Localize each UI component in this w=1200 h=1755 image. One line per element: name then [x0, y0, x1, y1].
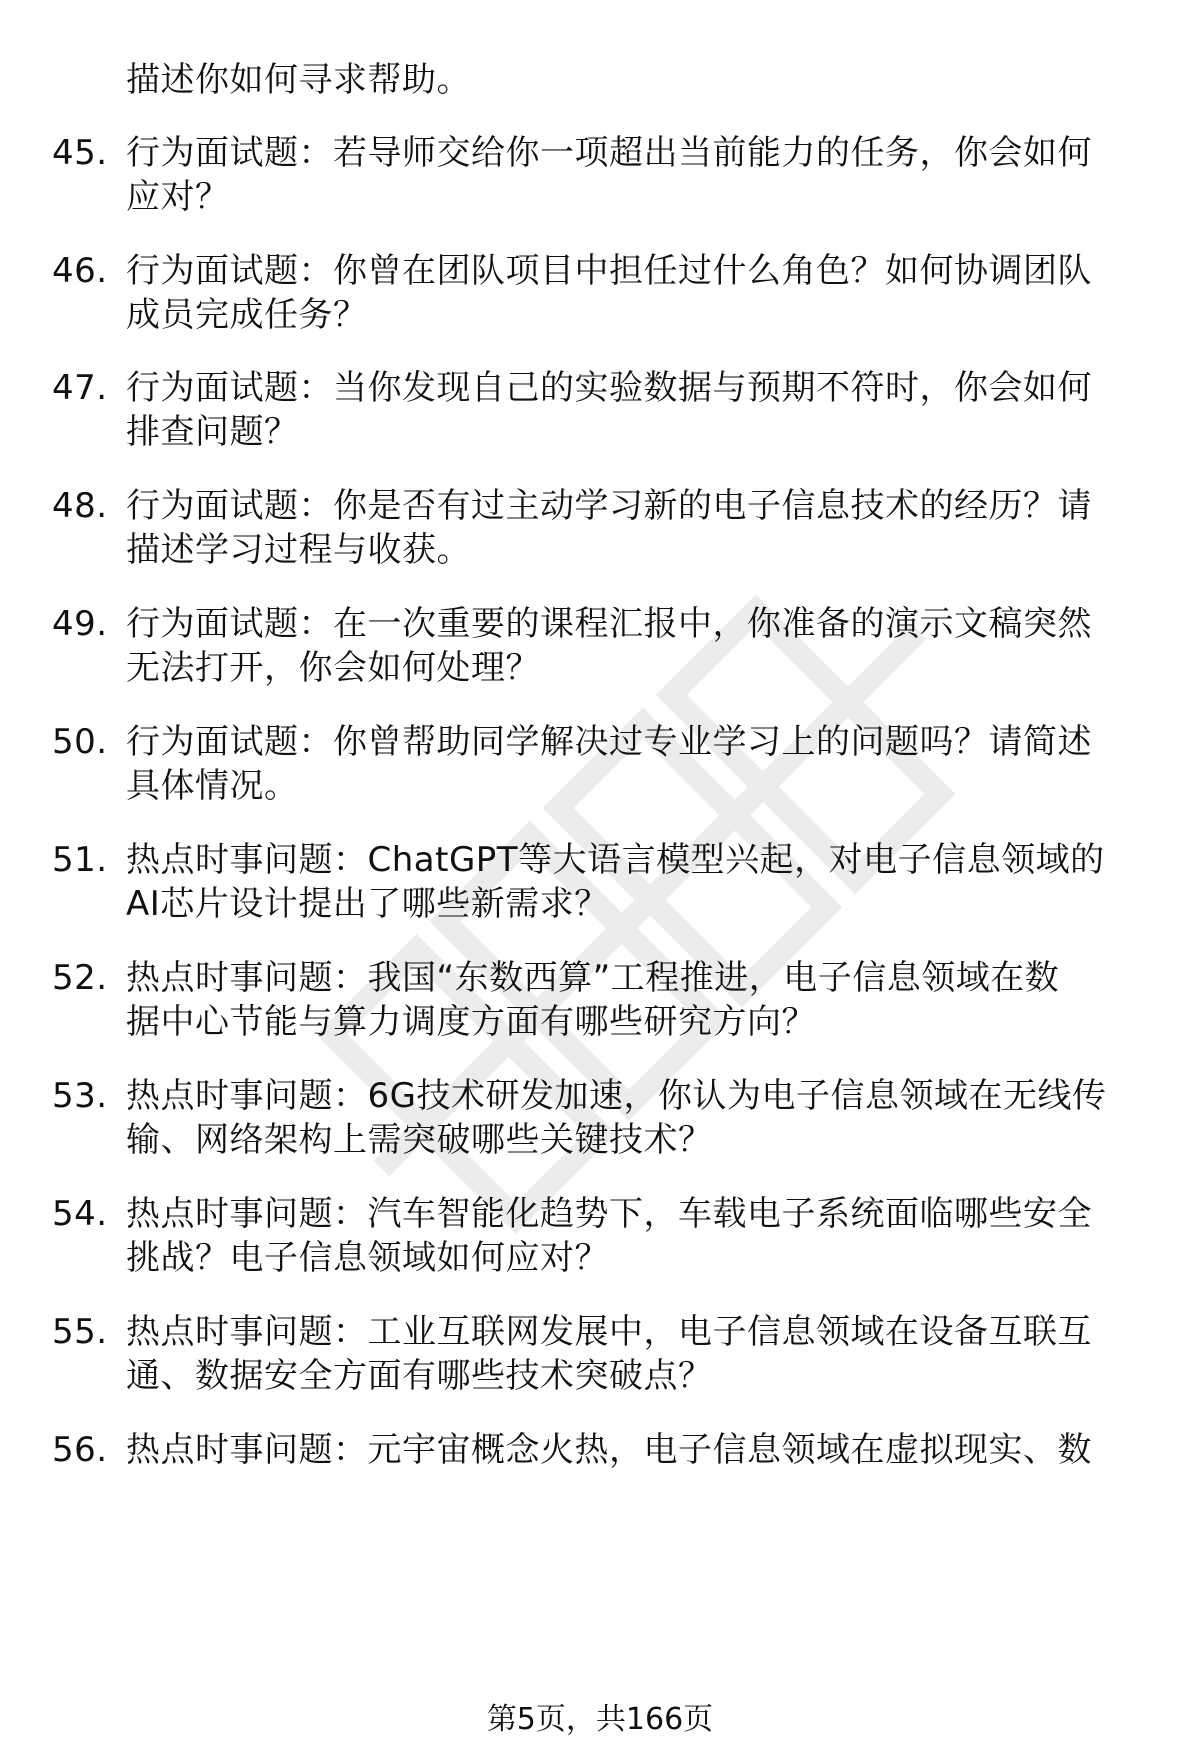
list-item-text-line: 描述学习过程与收获。 [126, 530, 471, 570]
list-item-number: 47. [52, 368, 108, 408]
list-item-text-line: 热点时事问题：我国“东数西算”工程推进，电子信息领域在数 [126, 958, 1060, 998]
list-item-number: 56. [52, 1430, 108, 1470]
list-item-text-line: 行为面试题：当你发现自己的实验数据与预期不符时，你会如何 [126, 368, 1092, 408]
list-item-text-line: 行为面试题：你是否有过主动学习新的电子信息技术的经历？请 [126, 486, 1092, 526]
list-item-number: 48. [52, 486, 108, 526]
list-item-text-line: 挑战？电子信息领域如何应对？ [126, 1238, 609, 1278]
list-item-text-line: AI芯片设计提出了哪些新需求？ [126, 884, 609, 924]
list-item-text-line: 行为面试题：在一次重要的课程汇报中，你准备的演示文稿突然 [126, 604, 1092, 644]
list-item-text-line: 热点时事问题：汽车智能化趋势下，车载电子系统面临哪些安全 [126, 1194, 1092, 1234]
list-item-text-line: 热点时事问题：ChatGPT等大语言模型兴起，对电子信息领域的 [126, 840, 1105, 880]
list-item-text-line: 排查问题？ [126, 412, 299, 452]
list-item-number: 52. [52, 958, 108, 998]
list-item-text-line: 应对？ [126, 177, 230, 217]
list-item-text-line: 具体情况。 [126, 766, 299, 806]
page-footer: 第5页，共166页 [486, 1702, 714, 1737]
list-item-text-line: 热点时事问题：6G技术研发加速，你认为电子信息领域在无线传 [126, 1076, 1107, 1116]
list-item-text-line: 热点时事问题：工业互联网发展中，电子信息领域在设备互联互 [126, 1312, 1092, 1352]
list-item-number: 49. [52, 604, 108, 644]
list-item-number: 55. [52, 1312, 108, 1352]
list-item-number: 46. [52, 251, 108, 291]
list-item-text-line: 描述你如何寻求帮助。 [126, 60, 471, 100]
list-item-text-line: 行为面试题：若导师交给你一项超出当前能力的任务，你会如何 [126, 133, 1092, 173]
list-item-text-line: 输、网络架构上需突破哪些关键技术？ [126, 1120, 713, 1160]
list-item-number: 45. [52, 133, 108, 173]
list-item-number: 53. [52, 1076, 108, 1116]
list-item-text-line: 行为面试题：你曾在团队项目中担任过什么角色？如何协调团队 [126, 251, 1092, 291]
list-item-text-line: 据中心节能与算力调度方面有哪些研究方向？ [126, 1002, 816, 1042]
list-item-text-line: 无法打开，你会如何处理？ [126, 648, 540, 688]
list-item-number: 51. [52, 840, 108, 880]
list-item-number: 54. [52, 1194, 108, 1234]
list-item-number: 50. [52, 722, 108, 762]
list-item-text-line: 热点时事问题：元宇宙概念火热，电子信息领域在虚拟现实、数 [126, 1430, 1092, 1470]
list-item-text-line: 成员完成任务？ [126, 295, 368, 335]
list-item-text-line: 行为面试题：你曾帮助同学解决过专业学习上的问题吗？请简述 [126, 722, 1092, 762]
list-item-text-line: 通、数据安全方面有哪些技术突破点？ [126, 1356, 713, 1396]
